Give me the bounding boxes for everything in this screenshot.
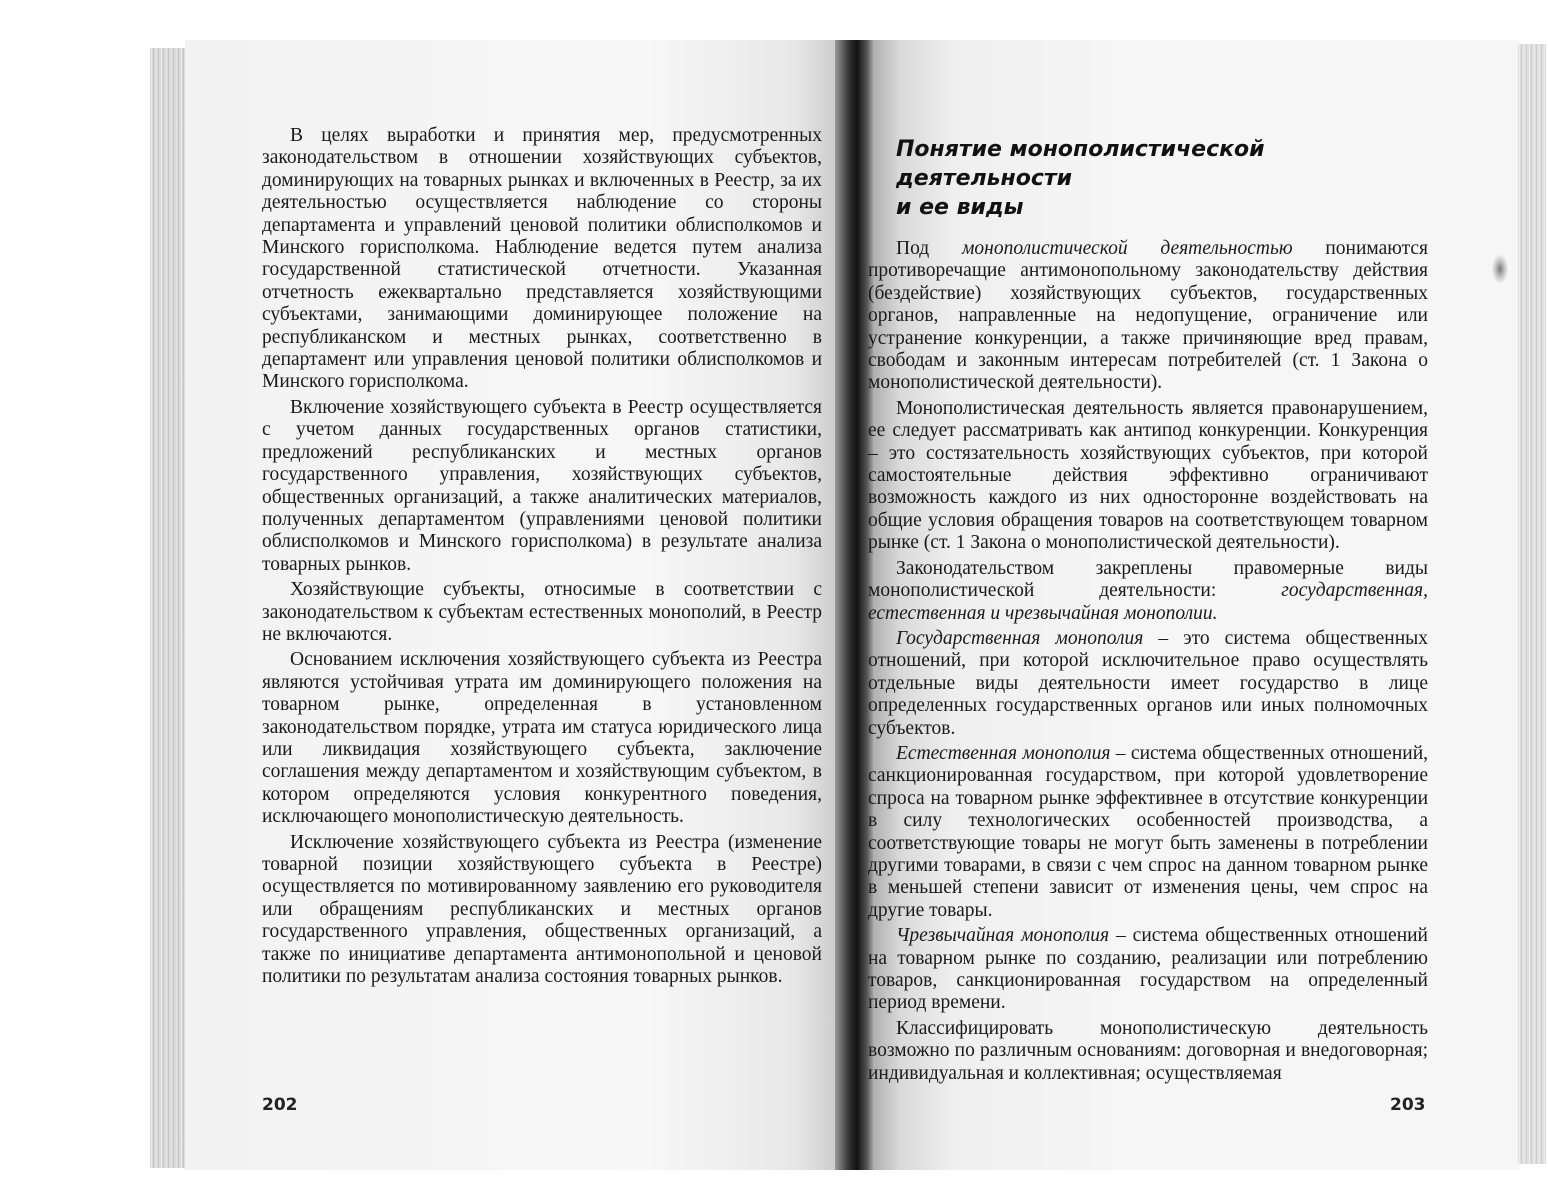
term: Государственная монополия — [896, 627, 1144, 649]
paragraph: Включение хозяйствующего субъекта в Реестр осуществляется с учетом данных государственных органов статистики, предложений республиканских и местных органов государственного управления, хозяйствующих субъектов, общественных организаций, а также аналитических материалов, полученных департаментом (управлениями ценовой политики облисполкомов и Минского горисполкома) в результате анализа товарных рынков. — [262, 396, 822, 575]
text: понимаются противоречащие антимонопольному законодательству действия (бездействие) хозяйствующих субъектов, государственных органов, направленные на недопущение, ограничение или устранение конкуренции, а также причиняющие вред правам, свободам и законным интересам потребителей (ст. 1 Закона о монополистической деятельности). — [868, 238, 1428, 394]
page-number-right: 203 — [1390, 1095, 1426, 1115]
text: – система общественных отношений, санкционированная государством, при которой удовлетворение спроса на товарном рынке эффективнее в отсутствие конкуренции в силу технологических особенностей производства, а соответствующие товары не могут быть заменены в потреблении другими товарами, в связи с чем спрос на данном товарном рынке в меньшей степени зависит от изменения цены, чем спрос на другие товары. — [868, 742, 1429, 921]
paragraph: Исключение хозяйствующего субъекта из Реестра (изменение товарной позиции хозяйствующего субъекта в Реестре) осуществляется по мотивированному заявлению его руководителя или обращениям республиканских и местных органов государственного управления, общественных организаций, а также по инициативе департамента антимонопольной и ценовой политики по результатам анализа состояния товарных рынков. — [262, 831, 822, 988]
term: Естественная монополия — [896, 742, 1111, 764]
paragraph — [868, 743, 1428, 922]
term: Чрезвычайная монополия — [896, 925, 1110, 947]
scan-smudge — [1492, 255, 1508, 283]
right-page-text — [868, 135, 1428, 1085]
section-heading-line: Понятие монополистической деятельности — [896, 137, 1265, 191]
paragraph: Монополистическая деятельность является правонарушением, ее следует рассматривать как антипод конкуренции. Конкуренция – это состязательность хозяйствующих субъектов, при которой самостоятельные действия эффективно ограничивают возможность каждого из них односторонне воздействовать на общие условия обращения товаров на соответствующем товарном рынке (ст. 1 Закона о монополистической деятельности). — [868, 397, 1428, 554]
text: Законодательством закреплены правомерные виды монополистической деятельности: — [868, 557, 1428, 602]
paragraph: В целях выработки и принятия мер, предусмотренных законодательством в отношении хозяйствующих субъектов, доминирующих на товарных рынках и включенных в Реестр, за их деятельностью осуществляется наблюдение со стороны департамента и управлений ценовой политики облисполкомов и Минского горисполкома. Наблюдение ведется путем анализа государственной статистической отчетности. Указанная отчетность ежеквартально представляется хозяйствующими субъектами, занимающими доминирующее положение на республиканском и местных рынках, соответственно в департамент или управления ценовой политики облисполкомов и Минского горисполкома. — [262, 125, 822, 393]
term: монополистической деятельностью — [961, 238, 1293, 259]
paragraph: Основанием исключения хозяйствующего субъекта из Реестра являются устойчивая утрата им доминирующего положения на товарном рынке, определенная в установленном законодательством порядке, утрата им статуса юридического лица или ликвидация хозяйствующего субъекта, заключение соглашения между департаментом и хозяйствующим субъектом, в котором определяются условия конкурентного поведения, исключающего монополистическую деятельность. — [262, 649, 822, 828]
section-heading-line: и ее виды — [896, 195, 1024, 220]
paragraph — [868, 628, 1428, 740]
text: Под — [896, 238, 962, 259]
text: – система общественных отношений на товарном рынке по созданию, реализации или потреблению товаров, санкционированная государством на определенный период времени. — [868, 925, 1428, 1014]
paragraph — [868, 238, 1428, 395]
term: государственная, естественная и чрезвычайная монополии. — [868, 580, 1428, 624]
paragraph — [868, 558, 1428, 625]
page-number-left: 202 — [262, 1095, 298, 1115]
section-heading — [868, 135, 1428, 222]
paragraph: Классифицировать монополистическую деятельность возможно по различным основаниям: договорная и внедоговорная; индивидуальная и коллективная; осуществляемая — [868, 1017, 1428, 1084]
paragraph: Хозяйствующие субъекты, относимые в соответствии с законодательством к субъектам естественных монополий, в Реестр не включаются. — [262, 579, 822, 645]
paragraph — [868, 925, 1428, 1015]
text: – это система общественных отношений, при которой исключительное право осуществлять отдельные виды деятельности имеет государство в лице определенных государственных органов или иных полномочных субъектов. — [868, 627, 1428, 739]
left-page-text — [262, 125, 822, 988]
left-page-edges — [150, 48, 190, 1168]
right-page-edges — [1518, 44, 1546, 1164]
